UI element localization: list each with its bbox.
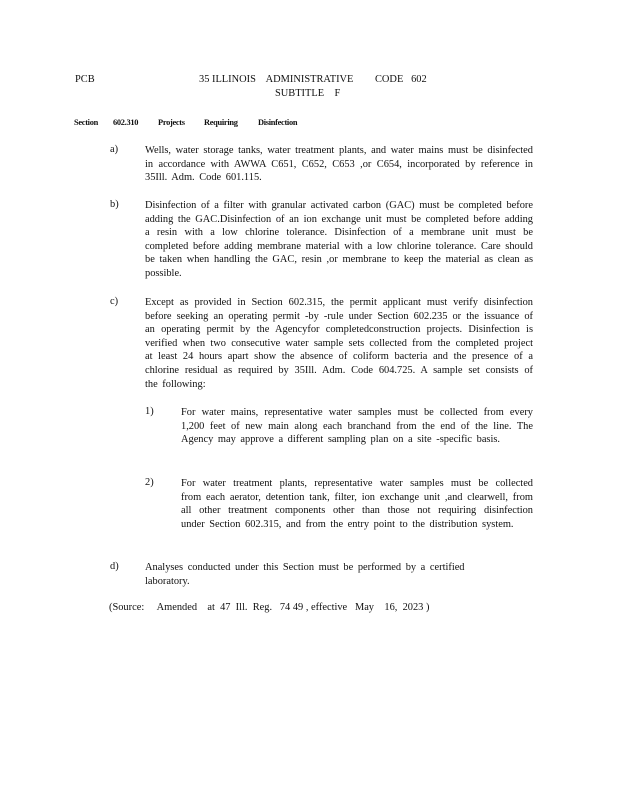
code-title: 35 ILLINOIS ADMINISTRATIVE xyxy=(199,74,354,85)
section-label: Section xyxy=(74,118,98,127)
agency-label: PCB xyxy=(75,74,95,85)
list-item-text: For water mains, representative water samples must be collected from every 1,200 feet of new main along each branchand from the end of the line. The Agency may approve a different sampling plan on a site -specific basis. xyxy=(181,407,533,446)
source-note: (Source: Amended at 47 Ill. Reg. 74 49 , effective May 16, 2023 ) xyxy=(109,602,430,613)
paragraph-label: d) xyxy=(110,561,119,572)
paragraph-label: a) xyxy=(110,144,119,155)
list-item-label: 1) xyxy=(145,406,154,417)
paragraph-text: Except as provided in Section 602.315, the permit applicant must verify disinfection before seeking an operating permit -by -rule under Section 602.235 or the issuance of an operating permit by the Agencyfor completedconstruction projects. Disinfection is verified when two consecutive water sample sets collected from the completed project at least 24 hours apart show the absence of coliform bacteria and the presence of a chlorine residual as required by 35Ill. Adm. Code 604.725. A sample set consists of the following: xyxy=(145,297,533,390)
section-title-word: Disinfection xyxy=(258,118,298,127)
paragraph-label: b) xyxy=(110,199,119,210)
section-title-word: Requiring xyxy=(204,118,238,127)
paragraph-text: Wells, water storage tanks, water treatment plants, and water mains must be disinfected in accordance with AWWA C651, C652, C653 ,or C654, incorporated by reference in 35Ill. Adm. Code 601.115. xyxy=(145,145,533,184)
paragraph-text: Analyses conducted under this Section must be performed by a certified laboratory. xyxy=(145,562,465,587)
section-title-word: Projects xyxy=(158,118,185,127)
list-item-text: For water treatment plants, representative water samples must be collected from each aerator, detention tank, filter, ion exchange unit ,and clearwell, from all other treatment components other than those not requiring disinfection under Section 602.315, and from the entry point to the distribution system. xyxy=(181,478,533,530)
list-item-label: 2) xyxy=(145,477,154,488)
paragraph-text: Disinfection of a filter with granular activated carbon (GAC) must be completed before adding the GAC.Disinfection of an ion exchange unit must be completed before adding a resin with a low chlorine tolerance. Disinfection of a membrane unit must be completed before adding membrane material with a low chlorine tolerance. Care should be taken when handling the GAC, resin ,or membrane to keep the material as clean as possible. xyxy=(145,200,533,279)
subtitle: SUBTITLE F xyxy=(275,88,341,99)
paragraph-label: c) xyxy=(110,296,119,307)
code-label: CODE 602 xyxy=(375,74,427,85)
section-number: 602.310 xyxy=(113,118,139,127)
